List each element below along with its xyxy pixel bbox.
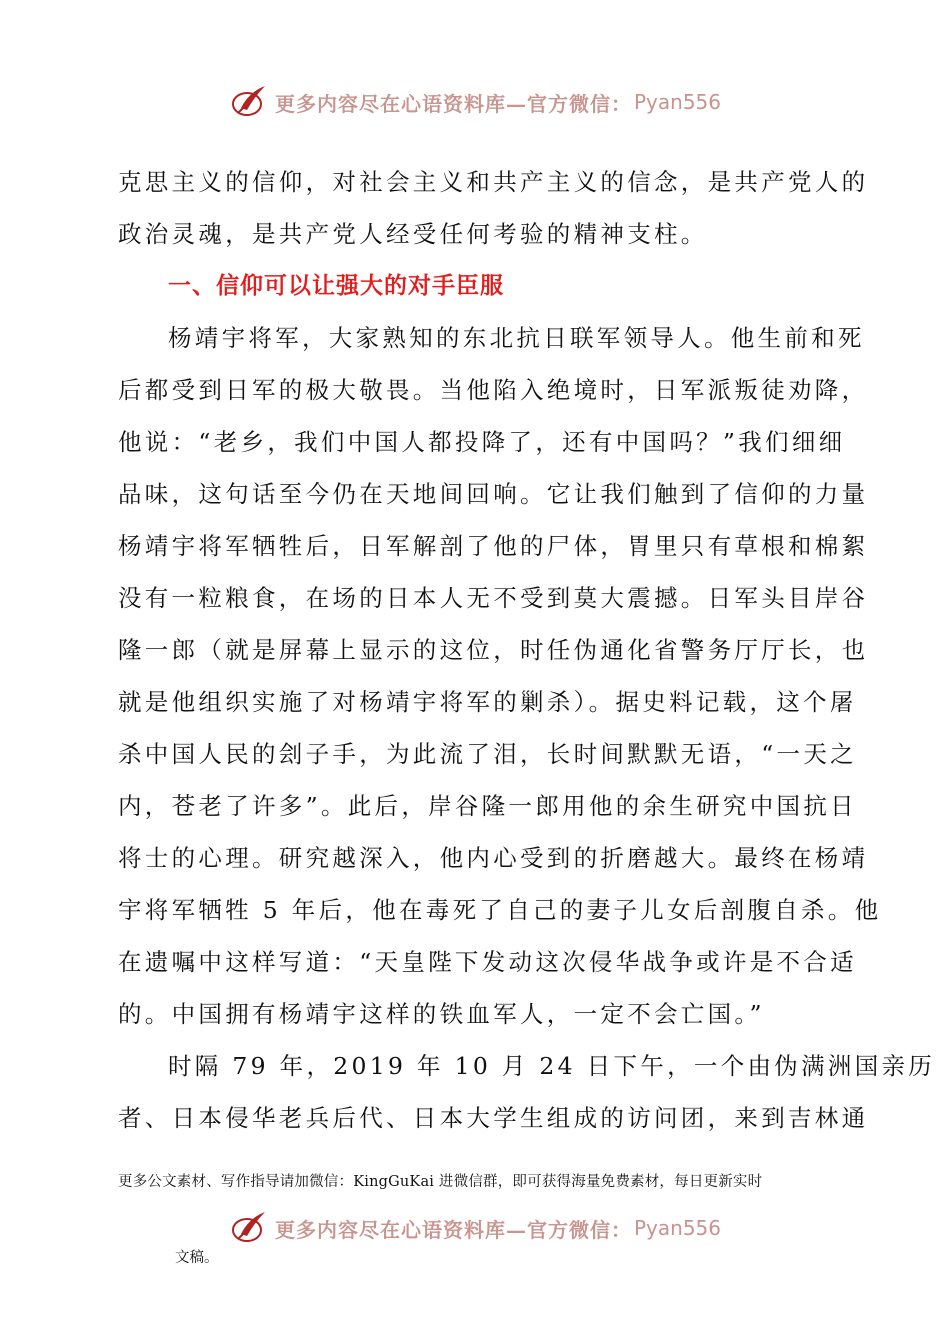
text-line: 杀中国人民的刽子手，为此流了泪，长时间默默无语，“一天之: [118, 740, 857, 768]
section-heading: 一、信仰可以让强大的对手臣服: [168, 273, 504, 299]
footer-note-tail: 文稿。: [175, 1250, 219, 1266]
watermark-text: 更多内容尽在心语资料库—官方微信：: [274, 91, 632, 116]
watermark-wechat-id: Pyan556: [633, 1216, 721, 1240]
quill-logo-icon: [229, 1208, 269, 1248]
text-line: 将士的心理。研究越深入，他内心受到的折磨越大。最终在杨靖: [118, 844, 869, 872]
watermark-text: 更多内容尽在心语资料库—官方微信：: [274, 1217, 632, 1242]
text-line: 的。中国拥有杨靖宇这样的铁血军人，一定不会亡国。”: [118, 1000, 765, 1028]
text-line: 就是他组织实施了对杨靖宇将军的剿杀）。据史料记载，这个屠: [118, 688, 857, 716]
watermark-top: [0, 80, 950, 124]
text-line: 者、日本侵华老兵后代、日本大学生组成的访问团，来到吉林通: [118, 1104, 869, 1132]
document-body: [118, 156, 936, 1144]
watermark-wechat-id: Pyan556: [633, 90, 721, 114]
text-line: 时隔 79 年，2019 年 10 月 24 日下午，一个由伪满洲国亲历: [168, 1052, 936, 1080]
text-line: 在遗嘱中这样写道：“天皇陛下发动这次侵华战争或许是不合适: [118, 948, 857, 976]
text-line: 杨靖宇将军，大家熟知的东北抗日联军领导人。他生前和死: [168, 324, 865, 352]
quill-logo-icon: [229, 82, 269, 122]
text-line: 宇将军牺牲 5 年后，他在毒死了自己的妻子儿女后剖腹自杀。他: [118, 896, 882, 924]
text-line: 后都受到日军的极大敬畏。当他陷入绝境时，日军派叛徒劝降，: [118, 376, 869, 404]
text-line: 杨靖宇将军牺牲后，日军解剖了他的尸体，胃里只有草根和棉絮: [118, 532, 869, 560]
text-line: 内，苍老了许多”。此后，岸谷隆一郎用他的余生研究中国抗日: [118, 792, 857, 820]
text-line: 他说：“老乡，我们中国人都投降了，还有中国吗？”我们细细: [118, 428, 846, 456]
text-line: 隆一郎（就是屏幕上显示的这位，时任伪通化省警务厅厅长，也: [118, 636, 869, 664]
footer-note: 更多公文素材、写作指导请加微信：KingGuKai 进微信群，即可获得海量免费素材，每日更新实时: [118, 1174, 763, 1190]
text-line: 没有一粒粮食，在场的日本人无不受到莫大震撼。日军头目岸谷: [118, 584, 869, 612]
text-line: 克思主义的信仰，对社会主义和共产主义的信念，是共产党人的: [118, 168, 869, 196]
watermark-bottom: [0, 1206, 950, 1250]
text-line: 政治灵魂，是共产党人经受任何考验的精神支柱。: [118, 220, 708, 248]
text-line: 品味，这句话至今仍在天地间回响。它让我们触到了信仰的力量: [118, 480, 869, 508]
